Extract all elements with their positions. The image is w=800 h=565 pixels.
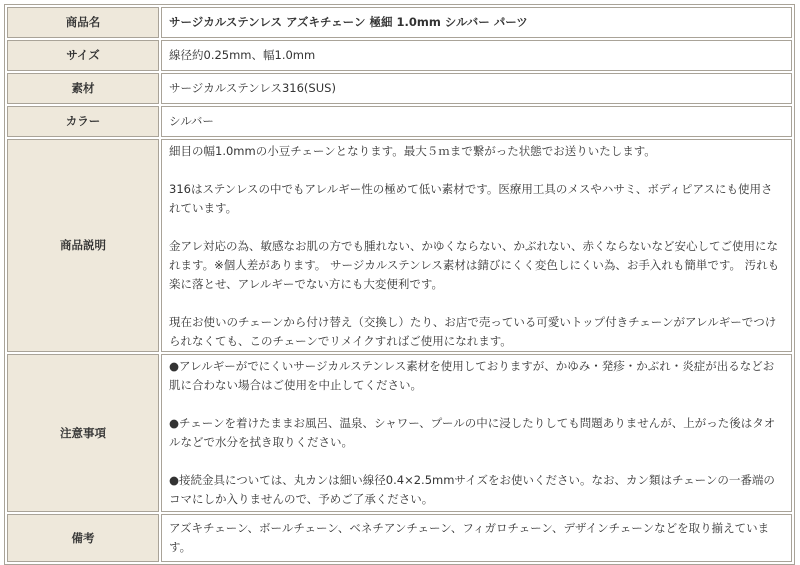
row-label-remarks: 備考 [7, 514, 159, 562]
row-label-material: 素材 [7, 73, 159, 104]
description-value [161, 139, 792, 352]
material-value: サージカルステンレス316(SUS) [161, 73, 792, 104]
description-paragraph: 316はステンレスの中でもアレルギー性の極めて低い素材です。医療用工具のメスやハサミ、ボディピアスにも使用されています。 [169, 182, 773, 215]
product-name-value: サージカルステンレス アズキチェーン 極細 1.0mm シルバー パーツ [161, 7, 792, 38]
notes-paragraph: ●チェーンを着けたままお風呂、温泉、シャワー、プールの中に浸したりしても問題ありませんが、上がった後はタオルなどで水分を拭き取りください。 [169, 416, 776, 449]
notes-value [161, 354, 792, 512]
row-label-notes: 注意事項 [7, 354, 159, 512]
table-row [7, 40, 792, 71]
row-label-size: サイズ [7, 40, 159, 71]
table-row [7, 354, 792, 512]
description-paragraph: 現在お使いのチェーンから付け替え（交換し）たり、お店で売っている可愛いトップ付きチェーンがアレルギーでつけられなくても、このチェーンでリメイクすればご使用になれます。 [169, 315, 777, 348]
color-value: シルバー [161, 106, 792, 137]
spec-table-container [4, 4, 795, 560]
table-row [7, 73, 792, 104]
table-row [7, 7, 792, 38]
row-label-description: 商品説明 [7, 139, 159, 352]
table-row [7, 139, 792, 352]
remarks-value: アズキチェーン、ボールチェーン、ベネチアンチェーン、フィガロチェーン、デザインチェーンなどを取り揃えています。 [161, 514, 792, 562]
product-spec-table [4, 4, 795, 565]
notes-paragraph: ●接続金具については、丸カンは細い線径0.4×2.5mmサイズをお使いください。なお、カン類はチェーンの一番端のコマにしか入りませんので、予めご了承ください。 [169, 473, 775, 506]
size-value: 線径約0.25mm、幅1.0mm [161, 40, 792, 71]
description-paragraph: 金アレ対応の為、敏感なお肌の方でも腫れない、かゆくならない、かぶれない、赤くならないなど安心してご使用になれます。※個人差があります。 サージカルステンレス素材は錆びにくく変色しにくい為、お手入れも簡単です。 汚れも楽に落とせ、アレルギーでない方にも大変便利です。 [169, 239, 780, 291]
notes-paragraph: ●アレルギーがでにくいサージカルステンレス素材を使用しておりますが、かゆみ・発疹・かぶれ・炎症が出るなどお肌に合わない場合はご使用を中止してください。 [169, 359, 775, 392]
table-row [7, 106, 792, 137]
row-label-color: カラー [7, 106, 159, 137]
row-label-product-name: 商品名 [7, 7, 159, 38]
table-row [7, 514, 792, 562]
description-paragraph: 細目の幅1.0mmの小豆チェーンとなります。最大５ｍまで繋がった状態でお送りいたします。 [169, 144, 656, 158]
